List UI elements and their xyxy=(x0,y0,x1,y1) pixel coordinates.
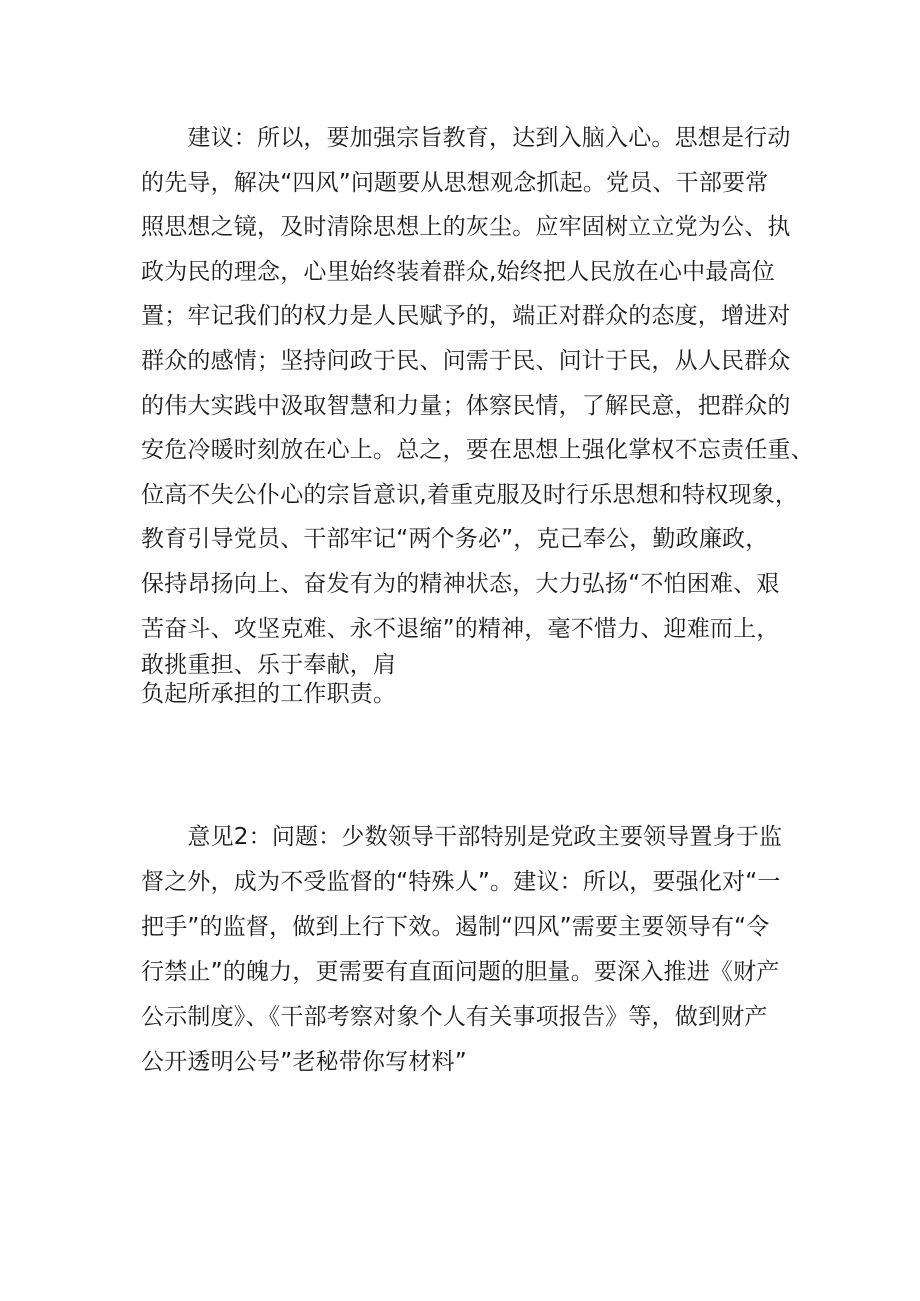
text-line: 保持昂扬向上、奋发有为的精神状态，大力弘扬“不怕困难、艰 xyxy=(141,570,780,597)
text-line: 负起所承担的工作职责。 xyxy=(141,681,397,708)
paragraph-suggestion xyxy=(141,116,814,709)
text-line: 行禁止”的魄力，更需要有直面问题的胆量。要深入推进《财产 xyxy=(141,959,780,985)
text-line: 照思想之镜，及时清除思想上的灰尘。应牢固树立立党为公、执 xyxy=(141,214,791,241)
text-line: 教育引导党员、干部牢记“两个务必”，克己奉公，勤政廉政， xyxy=(141,526,769,553)
paragraph-opinion-2 xyxy=(141,815,791,1085)
text-line: 建议：所以，要加强宗旨教育，达到入脑入心。思想是行动 xyxy=(141,125,791,151)
text-line: 敢挑重担、乐于奉献，肩 xyxy=(141,652,397,679)
text-line: 置；牢记我们的权力是人民赋予的，端正对群众的态度，增进对 xyxy=(141,303,791,330)
text-line: 把手”的监督，做到上行下效。遏制“四风”需要主要领导有“令 xyxy=(141,914,770,940)
text-line: 的先导，解决“四风”问题要从思想观念抓起。党员、干部要常 xyxy=(141,169,769,196)
text-line: 公示制度》、《干部考察对象个人有关事项报告》等，做到财产 xyxy=(141,1004,768,1030)
text-line: 意见2：问题：少数领导干部特别是党政主要领导置身于监 xyxy=(141,824,783,850)
text-line: 苦奋斗、攻坚克难、永不退缩”的精神，毫不惜力、迎难而上， xyxy=(141,615,780,642)
text-line: 位高不失公仆心的宗旨意识,着重克服及时行乐思想和特权现象， xyxy=(141,481,799,508)
text-line: 公开透明公号”老秘带你写材料” xyxy=(141,1049,467,1075)
text-line: 的伟大实践中汲取智慧和力量；体察民情，了解民意，把群众的 xyxy=(141,392,791,419)
text-line: 群众的感情；坚持问政于民、问需于民、问计于民，从人民群众 xyxy=(141,347,791,374)
text-line: 安危冷暖时刻放在心上。总之，要在思想上强化掌权不忘责任重、 xyxy=(141,437,814,464)
text-line: 政为民的理念，心里始终装着群众,始终把人民放在心中最高位 xyxy=(141,258,775,285)
text-line: 督之外，成为不受监督的“特殊人”。建议：所以，要强化对“一 xyxy=(141,869,781,895)
